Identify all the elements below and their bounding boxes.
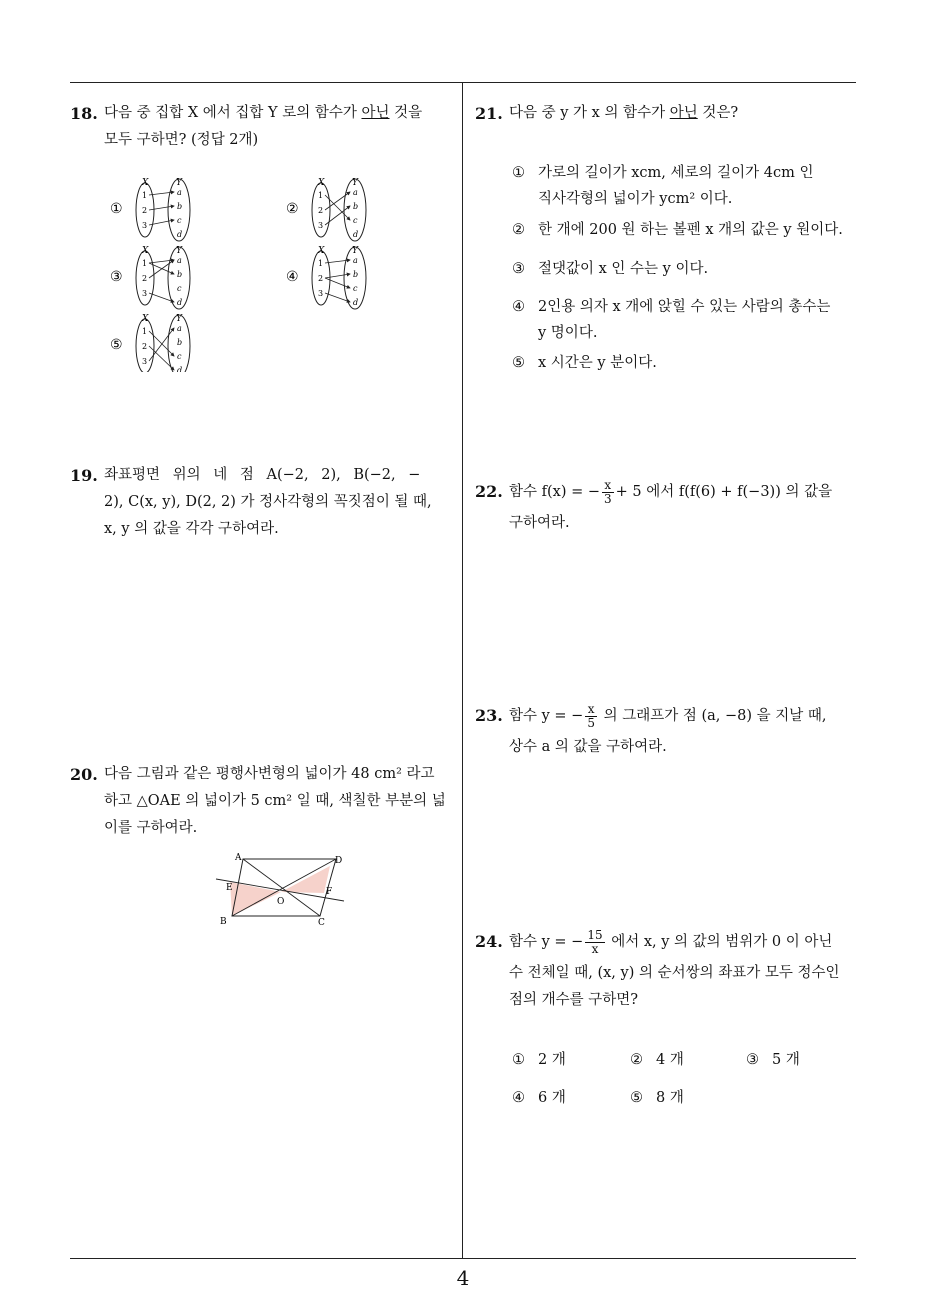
mapping-arrow xyxy=(325,278,350,288)
mapping-diagram xyxy=(110,178,190,241)
mapping-arrow xyxy=(149,263,174,274)
set-x-element: 3 xyxy=(142,221,148,230)
diagram-marker: ③ xyxy=(110,269,123,285)
option-marker: ④ xyxy=(512,1090,525,1106)
question-number: 20. xyxy=(70,765,98,784)
question-text: 점의 개수를 구하면? xyxy=(509,992,639,1008)
set-y-element: b xyxy=(177,270,183,279)
set-y-element: a xyxy=(177,256,182,265)
set-y-element: d xyxy=(177,366,183,372)
option-marker: ⑤ xyxy=(512,355,525,371)
mapping-diagram xyxy=(286,246,366,309)
option-marker: ② xyxy=(512,222,525,238)
set-x-element: 1 xyxy=(142,327,148,336)
question-20 xyxy=(70,761,455,842)
question-number: 19. xyxy=(70,466,98,485)
set-y-element: c xyxy=(177,352,182,361)
set-x-element: 3 xyxy=(142,289,148,298)
set-y-label: Y xyxy=(176,246,182,256)
fraction: $\frac{x}{5}$ xyxy=(587,701,595,730)
set-y-element: a xyxy=(353,256,358,265)
set-x-element: 2 xyxy=(318,206,324,215)
set-x-label: X xyxy=(318,246,325,256)
option-text: y 명이다. xyxy=(538,325,598,341)
set-y-label: Y xyxy=(176,314,182,324)
question-text: 수 전체일 때, (x, y) 의 순서쌍의 좌표가 모두 정수인 xyxy=(509,965,840,981)
diagram-marker: ② xyxy=(286,201,299,217)
set-x-element: 1 xyxy=(142,259,148,268)
question-text: 이를 구하여라. xyxy=(104,820,198,836)
set-y-element: b xyxy=(353,270,359,279)
option-marker: ② xyxy=(630,1052,643,1068)
question-number: 21. xyxy=(475,104,503,123)
set-y-element: d xyxy=(177,230,183,239)
option-marker: ⑤ xyxy=(630,1090,643,1106)
question-number: 18. xyxy=(70,104,98,123)
set-y-element: a xyxy=(353,188,358,197)
option-item[interactable] xyxy=(512,160,857,212)
diagram-marker: ④ xyxy=(286,269,299,285)
mapping-arrow xyxy=(149,206,174,210)
set-y-element: a xyxy=(177,188,182,197)
option-text: 5 개 xyxy=(772,1052,800,1068)
diagram-marker: ⑤ xyxy=(110,337,123,353)
fraction: $\frac{x}{3}$ xyxy=(604,477,612,506)
set-y-element: c xyxy=(177,216,182,225)
question-19 xyxy=(70,462,455,543)
mapping-diagram xyxy=(110,246,190,309)
option-item[interactable] xyxy=(746,1047,800,1073)
mapping-arrow xyxy=(325,274,350,278)
set-y-element: b xyxy=(353,202,359,211)
option-text: 한 개에 200 원 하는 볼펜 x 개의 값은 y 원이다. xyxy=(538,222,843,238)
question-text: 구하여라. xyxy=(509,515,570,531)
label-e: E xyxy=(226,883,233,893)
set-y-element: c xyxy=(177,284,182,293)
option-text: 6 개 xyxy=(538,1090,566,1106)
label-c: C xyxy=(318,918,325,928)
option-text: 가로의 길이가 xcm, 세로의 길이가 4cm 인 xyxy=(538,165,814,181)
label-f: F xyxy=(326,887,333,897)
option-item[interactable] xyxy=(512,1047,566,1073)
set-x-element: 2 xyxy=(318,274,324,283)
option-marker: ① xyxy=(512,165,525,181)
question-text: 다음 중 집합 X 에서 집합 Y 로의 함수가 아닌 것을 xyxy=(104,105,423,121)
option-marker: ④ xyxy=(512,299,525,315)
set-x-element: 1 xyxy=(142,191,148,200)
label-a: A xyxy=(235,853,242,863)
top-rule xyxy=(70,82,856,83)
question-text: x, y 의 값을 각각 구하여라. xyxy=(104,521,279,537)
question-23 xyxy=(475,698,865,761)
question-number: 22. xyxy=(475,482,503,501)
set-x-element: 3 xyxy=(318,221,324,230)
label-b: B xyxy=(220,917,227,927)
fraction: $\frac{15}{x}$ xyxy=(587,927,603,956)
mapping-arrow xyxy=(325,206,350,225)
set-y-element: b xyxy=(177,202,183,211)
question-text: 좌표평면 위의 네 점 A(−2, 2), B(−2, − xyxy=(104,467,421,483)
question-21 xyxy=(475,100,860,127)
question-text: 2), C(x, y), D(2, 2) 가 정사각형의 꼭짓점이 될 때, xyxy=(104,494,432,510)
option-item[interactable] xyxy=(512,217,857,243)
set-x-element: 1 xyxy=(318,191,324,200)
question-text: 다음 중 y 가 x 의 함수가 아닌 것은? xyxy=(509,105,739,121)
option-text: 2인용 의자 x 개에 앉힐 수 있는 사람의 총수는 xyxy=(538,299,831,315)
mapping-arrow xyxy=(149,192,174,195)
option-text: 직사각형의 넓이가 ycm² 이다. xyxy=(538,191,733,207)
diagram-marker: ① xyxy=(110,201,123,217)
set-x-element: 2 xyxy=(142,342,148,351)
question-text: 함수 y = − $\frac{15}{x}$ 에서 x, y 의 값의 범위가 0 이 아닌 xyxy=(509,927,833,956)
set-y-element: c xyxy=(353,216,358,225)
set-y-element: d xyxy=(177,298,183,307)
option-marker: ③ xyxy=(746,1052,759,1068)
page-number: 4 xyxy=(456,1266,470,1290)
set-y-label: Y xyxy=(176,178,182,188)
mapping-diagram xyxy=(110,314,190,372)
set-x-element: 3 xyxy=(318,289,324,298)
set-y-label: Y xyxy=(352,246,358,256)
option-text: 8 개 xyxy=(656,1090,684,1106)
question-text: 다음 그림과 같은 평행사변형의 넓이가 48 cm² 라고 xyxy=(104,766,435,782)
set-y-element: d xyxy=(353,298,359,307)
option-item[interactable] xyxy=(512,1085,566,1111)
question-22 xyxy=(475,474,865,537)
set-x-element: 2 xyxy=(142,206,148,215)
label-o: O xyxy=(277,897,285,907)
set-x-label: X xyxy=(142,178,149,188)
parallelogram-figure xyxy=(212,850,352,930)
question-text: 함수 f(x) = − $\frac{x}{3}$ + 5 에서 f(f(6) + f(−3)) 의 값을 xyxy=(509,477,833,506)
question-24 xyxy=(475,924,865,1014)
mapping-diagram xyxy=(286,178,366,241)
question-text: 함수 y = − $\frac{x}{5}$ 의 그래프가 점 (a, −8) 을 지날 때, xyxy=(509,701,827,730)
option-text: x 시간은 y 분이다. xyxy=(538,355,657,371)
set-x-label: X xyxy=(142,246,149,256)
set-x-element: 2 xyxy=(142,274,148,283)
set-x-element: 3 xyxy=(142,357,148,366)
question-18 xyxy=(70,100,455,154)
question-number: 23. xyxy=(475,706,503,725)
shaded-triangle-right xyxy=(281,866,330,893)
option-marker: ③ xyxy=(512,261,525,277)
option-item[interactable] xyxy=(512,256,857,282)
mapping-arrow xyxy=(325,260,350,263)
mapping-arrow xyxy=(149,331,174,356)
set-x-label: X xyxy=(318,178,325,188)
set-y-label: Y xyxy=(352,178,358,188)
bottom-rule xyxy=(70,1258,856,1259)
label-d: D xyxy=(335,856,343,866)
set-x-label: X xyxy=(142,314,149,324)
option-text: 절댓값이 x 인 수는 y 이다. xyxy=(538,261,709,277)
question-number: 24. xyxy=(475,932,503,951)
question-text: 모두 구하면? (정답 2개) xyxy=(104,132,259,148)
option-item[interactable] xyxy=(512,350,857,376)
question-text: 하고 △OAE 의 넓이가 5 cm² 일 때, 색칠한 부분의 넓 xyxy=(104,793,446,809)
set-x-element: 1 xyxy=(318,259,324,268)
column-divider xyxy=(462,83,463,1258)
set-y-element: d xyxy=(353,230,359,239)
option-item[interactable] xyxy=(630,1047,684,1073)
option-item[interactable] xyxy=(512,294,857,346)
option-text: 4 개 xyxy=(656,1052,684,1068)
option-marker: ① xyxy=(512,1052,525,1068)
option-text: 2 개 xyxy=(538,1052,566,1068)
question-text: 상수 a 의 값을 구하여라. xyxy=(509,739,667,755)
set-y-element: b xyxy=(177,338,183,347)
option-item[interactable] xyxy=(630,1085,684,1111)
q18-mapping-diagrams xyxy=(100,172,400,372)
set-y-element: a xyxy=(177,324,182,333)
set-y-element: c xyxy=(353,284,358,293)
